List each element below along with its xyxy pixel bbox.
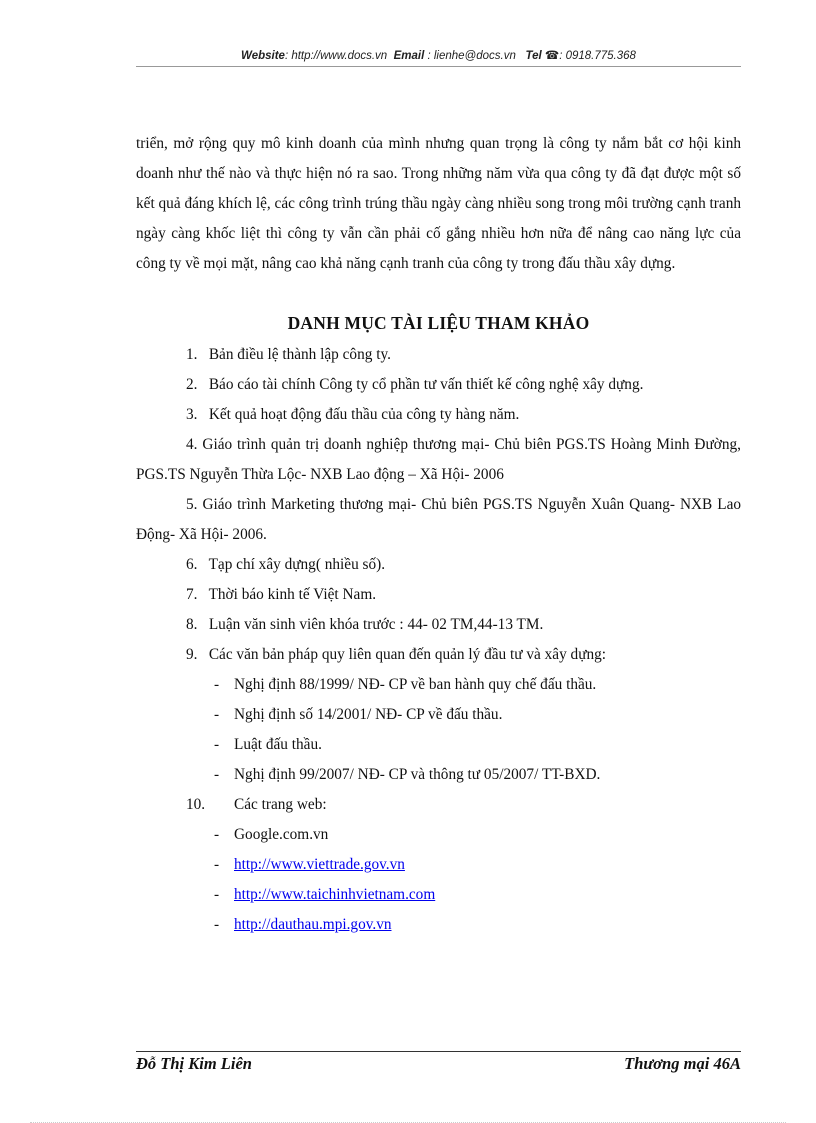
reference-item (136, 430, 741, 490)
reference-text: Kết quả hoạt động đấu thầu của công ty hàng năm. (208, 406, 520, 423)
reference-text: Các trang web: (234, 796, 327, 813)
reference-item (136, 370, 741, 400)
reference-item (136, 490, 741, 550)
reference-item (136, 640, 741, 670)
email-label: Email (393, 50, 425, 62)
dash-bullet: - (214, 826, 220, 843)
reference-item (136, 610, 741, 640)
dash-bullet: - (214, 916, 220, 933)
reference-item (136, 580, 741, 610)
tel-label: Tel (525, 50, 542, 62)
reference-number: 7. (186, 586, 198, 603)
reference-item (136, 340, 741, 370)
website-value: : http://www.docs.vn (284, 50, 388, 62)
sub-item-text: Google.com.vn (234, 826, 329, 843)
reference-item (136, 400, 741, 430)
sub-item (136, 730, 741, 760)
sub-item (136, 760, 741, 790)
page-header (136, 48, 741, 62)
reference-text: Giáo trình Marketing thương mại- Chủ biên PGS.TS Nguyễn Xuân Quang- NXB Lao Động- Xã Hội- 2006. (136, 496, 742, 543)
dash-bullet: - (214, 676, 220, 693)
sub-item (136, 850, 741, 880)
reference-number: 8. (186, 616, 198, 633)
reference-item (136, 550, 741, 580)
reference-text: Báo cáo tài chính Công ty cổ phần tư vấn thiết kế công nghệ xây dựng. (208, 376, 644, 393)
website-link-dauthau[interactable]: http://dauthau.mpi.gov.vn (234, 916, 392, 933)
section-title: DANH MỤC TÀI LIỆU THAM KHẢO (287, 313, 590, 333)
footer-author: Đỗ Thị Kim Liên (136, 1054, 252, 1073)
sub-item (136, 700, 741, 730)
sub-item (136, 910, 741, 940)
sub-item-text: Nghị định số 14/2001/ NĐ- CP về đấu thầu. (234, 706, 503, 723)
sub-item-text: Luật đấu thầu. (234, 736, 322, 753)
website-link-viettrade[interactable]: http://www.viettrade.gov.vn (234, 856, 405, 873)
reference-text: Giáo trình quản trị doanh nghiệp thương mại- Chủ biên PGS.TS Hoàng Minh Đường, PGS.TS Nguyễn Thừa Lộc- NXB Lao động – Xã Hội- 2006 (136, 436, 741, 483)
dash-bullet: - (214, 766, 220, 783)
reference-number: 1. (186, 346, 198, 363)
reference-number: 2. (186, 376, 198, 393)
reference-number: 6. (186, 556, 198, 573)
reference-number: 3. (186, 406, 198, 423)
sub-item (136, 670, 741, 700)
sub-item (136, 880, 741, 910)
reference-text: Tạp chí xây dựng( nhiều số). (208, 556, 386, 573)
email-value: : lienhe@docs.vn (424, 50, 516, 62)
reference-text: Luận văn sinh viên khóa trước : 44- 02 TM,44-13 TM. (208, 616, 544, 633)
website-link-taichinhvietnam[interactable]: http://www.taichinhvietnam.com (234, 886, 436, 903)
sub-item-text: Nghị định 88/1999/ NĐ- CP về ban hành quy chế đấu thầu. (234, 676, 597, 693)
reference-item (136, 790, 741, 820)
reference-number: 9. (186, 646, 198, 663)
footer-divider (136, 1051, 741, 1052)
phone-icon: ☎ (544, 50, 560, 62)
reference-number: 4. (186, 436, 198, 453)
reference-text: Bản điều lệ thành lập công ty. (208, 346, 391, 363)
tel-value: : 0918.775.368 (559, 50, 636, 62)
footer-class: Thương mại 46A (624, 1054, 741, 1073)
body-paragraph: triển, mở rộng quy mô kinh doanh của mình nhưng quan trọng là công ty nắm bắt cơ hội kinh doanh như thế nào và thực hiện nó ra sao. Trong những năm vừa qua công ty đã đạt được một số kết quả đáng khích lệ, các công trình trúng thầu ngày càng nhiều song trong môi trường cạnh tranh ngày càng khốc liệt thì công ty vẫn cần phải cố gắng nhiều hơn nữa để nâng cao năng lực của công ty về mọi mặt, nâng cao khả năng cạnh tranh của công ty trong đấu thầu xây dựng. (136, 135, 741, 272)
reference-list (136, 340, 741, 940)
dash-bullet: - (214, 736, 220, 753)
header-divider (136, 66, 741, 67)
dash-bullet: - (214, 886, 220, 903)
reference-text: Các văn bản pháp quy liên quan đến quản lý đầu tư và xây dựng: (208, 646, 607, 663)
dash-bullet: - (214, 856, 220, 873)
sub-item-text: Nghị định 99/2007/ NĐ- CP và thông tư 05/2007/ TT-BXD. (234, 766, 601, 783)
dash-bullet: - (214, 706, 220, 723)
reference-number: 10. (186, 796, 206, 813)
reference-number: 5. (186, 496, 198, 513)
reference-text: Thời báo kinh tế Việt Nam. (208, 586, 377, 603)
sub-item (136, 820, 741, 850)
website-label: Website (241, 50, 285, 62)
